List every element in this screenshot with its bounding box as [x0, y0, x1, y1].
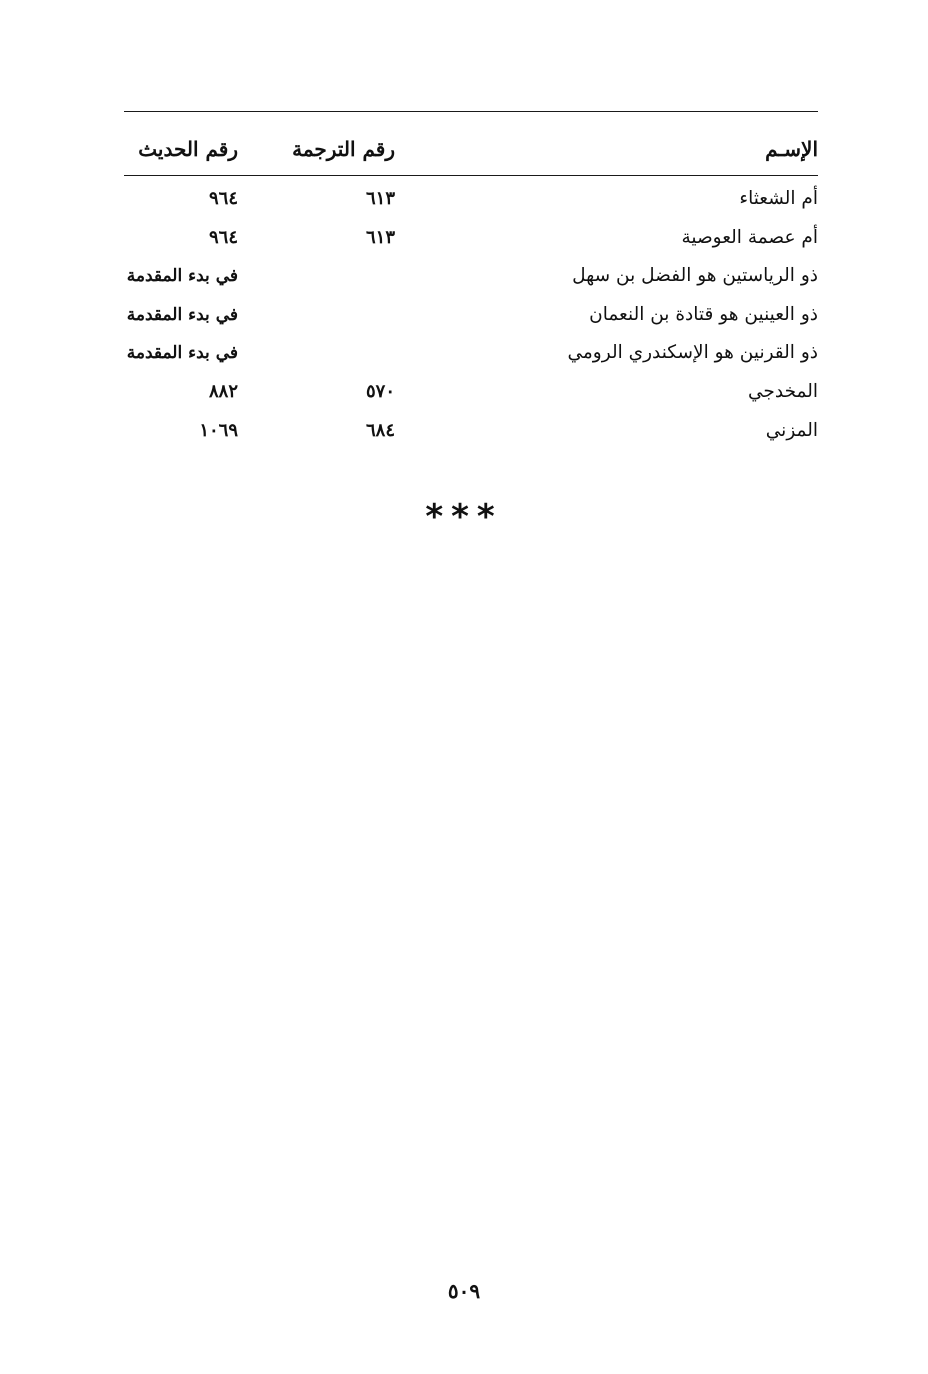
- header-hadith-number: رقم الحديث: [138, 137, 238, 161]
- page-number: ٥٠٩: [447, 1279, 481, 1303]
- table-body: [124, 181, 818, 451]
- row-translation-number: ٦١٣: [365, 226, 395, 248]
- row-name: ذو العينين هو قتادة بن النعمان: [589, 303, 818, 325]
- row-name: المخدجي: [748, 380, 818, 402]
- table-row: [124, 335, 818, 374]
- header-rule: [124, 175, 818, 176]
- section-separator: ***: [425, 497, 503, 537]
- row-hadith-number: ٨٨٢: [208, 380, 238, 402]
- row-name: ذو الرياستين هو الفضل بن سهل: [572, 265, 818, 287]
- table-header-row: [124, 129, 818, 173]
- row-name: أم عصمة العوصية: [681, 226, 818, 248]
- row-hadith-number: في بدء المقدمة: [126, 266, 238, 287]
- row-translation-number: ٥٧٠: [365, 380, 395, 402]
- row-name: ذو القرنين هو الإسكندري الرومي: [567, 342, 818, 364]
- table-row: [124, 258, 818, 297]
- row-translation-number: ٦١٣: [365, 188, 395, 209]
- row-translation-number: ٦٨٤: [365, 419, 395, 441]
- top-rule: [124, 111, 818, 112]
- table-row: [124, 220, 818, 259]
- row-name: المزني: [765, 419, 818, 441]
- row-hadith-number: ١٠٦٩: [199, 419, 238, 441]
- table-row: [124, 297, 818, 336]
- header-translation-number: رقم الترجمة: [292, 137, 395, 161]
- row-hadith-number: في بدء المقدمة: [126, 343, 238, 364]
- header-name: الإسـم: [765, 137, 818, 161]
- table-row: [124, 413, 818, 452]
- table-row: [124, 374, 818, 413]
- row-hadith-number: ٩٦٤: [208, 188, 238, 209]
- row-name: أم الشعثاء: [739, 188, 818, 209]
- row-hadith-number: في بدء المقدمة: [126, 304, 238, 325]
- table-row: [124, 181, 818, 220]
- row-hadith-number: ٩٦٤: [208, 226, 238, 248]
